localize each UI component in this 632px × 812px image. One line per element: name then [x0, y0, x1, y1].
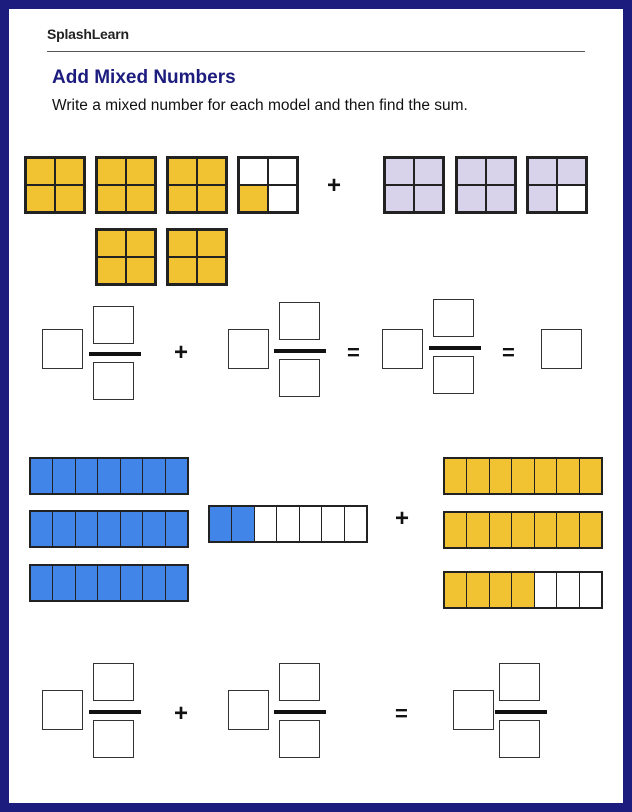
- fraction-bar: [274, 710, 326, 714]
- instructions: Write a mixed number for each model and then find the sum.: [52, 97, 468, 114]
- bar-model: [443, 457, 603, 495]
- bar-model-partial: [443, 571, 603, 609]
- numerator-box[interactable]: [499, 663, 540, 701]
- whole-number-box[interactable]: [228, 329, 269, 369]
- equals-sign: =: [395, 701, 408, 726]
- square-model: [166, 156, 228, 214]
- bar-model-partial: [208, 505, 368, 543]
- worksheet-title: Add Mixed Numbers: [52, 67, 236, 88]
- square-model: [24, 156, 86, 214]
- denominator-box[interactable]: [433, 356, 474, 394]
- bar-model: [29, 457, 189, 495]
- equals-sign: =: [502, 340, 515, 365]
- square-model-partial: [237, 156, 299, 214]
- fraction-bar: [274, 349, 326, 353]
- bar-model: [29, 564, 189, 602]
- square-model-partial: [526, 156, 588, 214]
- numerator-box[interactable]: [433, 299, 474, 337]
- bar-model: [29, 510, 189, 548]
- whole-number-box[interactable]: [382, 329, 423, 369]
- numerator-box[interactable]: [93, 663, 134, 701]
- denominator-box[interactable]: [93, 720, 134, 758]
- square-model: [95, 156, 157, 214]
- fraction-bar: [89, 352, 141, 356]
- whole-number-box[interactable]: [42, 329, 83, 369]
- equals-sign: =: [347, 340, 360, 365]
- fraction-bar: [495, 710, 547, 714]
- header-divider: [47, 51, 585, 52]
- denominator-box[interactable]: [279, 720, 320, 758]
- square-model: [95, 228, 157, 286]
- square-model: [455, 156, 517, 214]
- square-model: [166, 228, 228, 286]
- denominator-box[interactable]: [93, 362, 134, 400]
- answer-box[interactable]: [541, 329, 582, 369]
- plus-sign: +: [395, 505, 410, 532]
- denominator-box[interactable]: [279, 359, 320, 397]
- fraction-bar: [89, 710, 141, 714]
- whole-number-box[interactable]: [42, 690, 83, 730]
- numerator-box[interactable]: [93, 306, 134, 344]
- numerator-box[interactable]: [279, 663, 320, 701]
- plus-sign: +: [327, 172, 342, 199]
- plus-sign: +: [174, 700, 189, 727]
- square-model: [383, 156, 445, 214]
- whole-number-box[interactable]: [453, 690, 494, 730]
- plus-sign: +: [174, 339, 189, 366]
- whole-number-box[interactable]: [228, 690, 269, 730]
- brand-logo: SplashLearn: [47, 26, 129, 42]
- numerator-box[interactable]: [279, 302, 320, 340]
- fraction-bar: [429, 346, 481, 350]
- denominator-box[interactable]: [499, 720, 540, 758]
- bar-model: [443, 511, 603, 549]
